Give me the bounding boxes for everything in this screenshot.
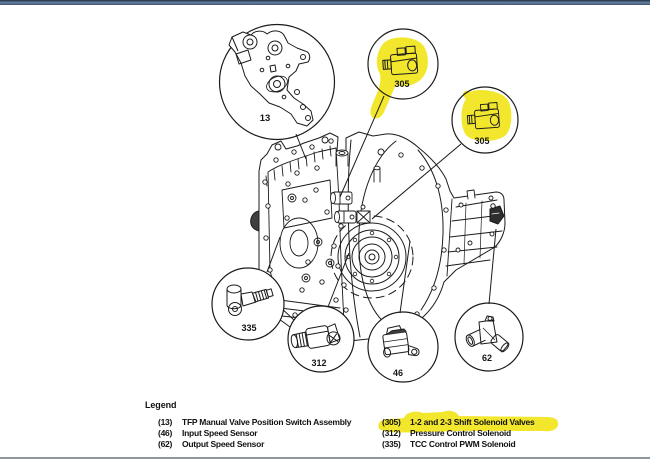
callout-305-right [452, 87, 518, 153]
callout-label-312: 312 [311, 358, 327, 368]
legend-row-312 [382, 428, 534, 439]
callout-label-46: 46 [392, 368, 404, 378]
callout-335 [212, 268, 284, 340]
legend-column-left [158, 417, 351, 451]
legend-ref-62: (62) [158, 439, 173, 450]
callout-62 [455, 303, 523, 371]
legend-ref-46: (46) [158, 428, 173, 439]
callout-312 [288, 306, 354, 372]
legend-label-312: Pressure Control Solenoid [410, 428, 511, 439]
legend-ref-305: (305) [382, 417, 401, 427]
legend-row-305 [382, 417, 534, 428]
legend-ref-335: (335) [382, 439, 401, 450]
legend-label-13: TFP Manual Valve Position Switch Assembly [182, 417, 352, 427]
callout-305-top [368, 29, 438, 119]
legend-row-46 [158, 428, 351, 439]
legend-title: Legend [145, 400, 177, 410]
callout-label-305-right: 305 [474, 136, 490, 146]
legend-label-305: 1-2 and 2-3 Shift Solenoid Valves [410, 417, 535, 427]
legend-label-46: Input Speed Sensor [182, 428, 258, 439]
legend-row-13 [158, 417, 351, 428]
legend-label-335: TCC Control PWM Solenoid [410, 439, 516, 450]
legend-ref-312: (312) [382, 428, 401, 439]
callout-13 [220, 25, 335, 140]
legend-row-335 [382, 439, 534, 450]
callout-label-335: 335 [241, 323, 257, 333]
legend-label-62: Output Speed Sensor [182, 439, 265, 450]
callout-label-13: 13 [259, 113, 271, 124]
callout-46 [368, 312, 438, 382]
legend-row-62 [158, 439, 351, 450]
callout-label-62: 62 [481, 353, 493, 363]
case-left-knob [251, 211, 259, 231]
legend-ref-13: (13) [158, 417, 173, 427]
legend-column-right [382, 417, 534, 451]
callout-label-305-top: 305 [394, 79, 410, 89]
